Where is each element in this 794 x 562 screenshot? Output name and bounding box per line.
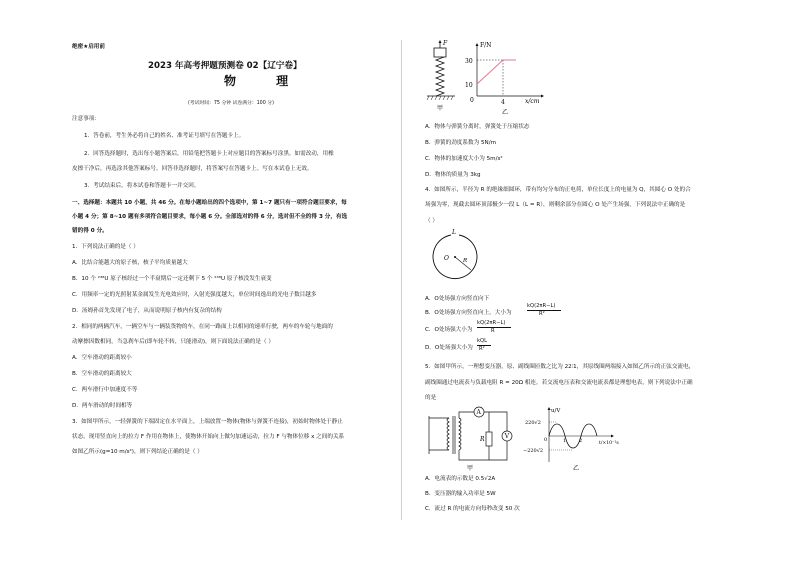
note-1: 1．答卷前，考生务必将自己的姓名、准考证号填写在答题卡上。 — [84, 133, 245, 139]
section1-line1: 一、选择题：本题共 10 小题，共 46 分。在每小题给出的四个选项中，第 1~7 题只有一项符合题目要求，每 — [72, 200, 347, 206]
q2-option-d: D．两车滑动的时间相等 — [72, 403, 133, 409]
q1-stem: 1．下列说法正确的是（ ） — [72, 244, 139, 250]
origin-label: 0 — [470, 97, 474, 104]
q5-line3: 的是 — [425, 395, 437, 401]
confidential-mark: 绝密★启用前 — [72, 44, 105, 50]
fig1-yi: 乙 — [502, 109, 509, 116]
q5-option-a: A．电流表的示数是 0.5√2A — [425, 476, 496, 482]
q4-option-a: A．O处场强方向竖直向下 — [425, 296, 490, 302]
note-2b: 皮擦干净后，再选涂其他答案标号。回答非选择题时，将答案写在答题卡上。写在本试卷上无效。 — [72, 166, 313, 172]
y-axis-label: F/N — [480, 42, 492, 49]
q5-option-b: B．变压器的输入功率是 5W — [425, 491, 496, 497]
q5-circuit-figure — [427, 404, 527, 472]
q4-option-d-text: D．O处场强大小为 — [425, 345, 473, 351]
q4-option-d-numerator: kQL — [477, 338, 487, 344]
q3-option-a: A．物体与弹簧分离时，弹簧处于压缩状态 — [425, 124, 530, 130]
q5-line2: 副线圈通过电流表与负载电阻 R = 20Ω 相连。若交流电压表和交流电流表都是理想电表，则下列说法中正确 — [425, 380, 693, 386]
q3-figure — [425, 38, 555, 118]
q4-ring-figure — [425, 228, 485, 290]
q2-option-c: C．两车滑行中加速度不等 — [72, 387, 138, 393]
q3-line3: 如图乙所示(g=10 m/s²)，则下列结论正确的是（ ） — [72, 449, 203, 455]
exam-meta: (考试时间：75 分钟 试卷满分：100 分) — [188, 101, 274, 106]
ring-radius-label: R — [463, 258, 468, 264]
q4-option-d-denominator: R² — [479, 346, 485, 352]
q4-option-c-numerator: kQ(2πR−L) — [477, 320, 506, 326]
q3-line2: 状态。现用竖直向上的拉力 F 作用在物体上，使物体开始向上做匀加速运动，拉力 F 与物体位移 x 之间的关系 — [72, 434, 345, 440]
tick-4: 4 — [501, 99, 505, 106]
tick-10: 10 — [465, 82, 473, 89]
right-column — [405, 0, 794, 562]
q3-option-b: B．弹簧的劲度系数为 5N/m — [425, 140, 497, 146]
ammeter-label: A — [476, 409, 481, 417]
q2-option-a: A．空车滑动的距离较小 — [72, 355, 132, 361]
q2-line1: 2．相同的两辆汽车，一辆空车与一辆装货物的车，在同一路面上以相同的速率行驶，两车的车轮与地面的 — [72, 324, 333, 330]
q4-option-b-numerator: kQ(2πR−L) — [527, 303, 556, 309]
q5-line1: 5．如图甲所示，一理想变压器，原、副线圈匝数之比为 22∶1，其原线圈两端接入如图乙所示的正弦交流电， — [425, 364, 695, 370]
voltmeter-label: V — [504, 433, 510, 441]
time-tick-1: 1 — [563, 438, 567, 444]
q4-line2: 场强为零，现截去圆环顶部极少一段 L（L = R），则剩余部分在圆心 O 处产生场强，下列说法中正确的是 — [425, 202, 686, 208]
q2-line2: 动摩擦因数相同，当急刹车后(即车轮不转，只能滑动)，则下面说法正确的是（ ） — [72, 339, 274, 345]
spring-apparatus — [427, 40, 455, 112]
x-axis-label: x/cm — [525, 98, 540, 105]
q5-waveform-figure — [523, 404, 623, 472]
q1-option-a: A．比结合能越大的原子核，核子平均质量越大 — [72, 260, 188, 266]
q4-line1: 4．如图所示，半径为 R 的绝缘细圆环，带有均匀分布的正电荷，单位长度上的电量为 Q，其圆心 O 处的合 — [425, 187, 691, 193]
q4-option-c-denominator: R — [491, 328, 495, 334]
q4-option-b-denominator: R² — [539, 311, 545, 317]
q3-line1: 3．如图甲所示，一轻弹簧的下端固定在水平面上，上端放置一物体(物体与弹簧不连接)，初始时物体处于静止 — [72, 419, 343, 425]
q5-option-c: C．流过 R 的电流方向每秒改变 50 次 — [425, 506, 520, 512]
q4-option-c-text: C．O处场强大小为 — [425, 327, 473, 333]
time-tick-2: 2 — [579, 438, 583, 444]
voltage-peak-label: 220√2 — [525, 420, 541, 426]
section1-line3: 错的得 0 分。 — [72, 228, 108, 234]
force-label: F — [443, 40, 448, 47]
q3-option-c: C．物体的加速度大小为 5m/s² — [425, 156, 503, 162]
notes-heading: 注意事项： — [72, 116, 100, 122]
fig5-yi: 乙 — [573, 465, 580, 472]
q2-option-b: B．空车滑动的距离较大 — [72, 371, 132, 377]
voltage-trough-label: −220√2 — [523, 448, 544, 454]
time-axis-label: t/×10⁻²s — [599, 441, 619, 446]
waveform-origin: 0 — [544, 437, 548, 443]
column-divider — [401, 40, 402, 520]
ring-gap-label: L — [452, 229, 456, 236]
force-line — [477, 60, 516, 84]
q3-option-d: D．物体的质量为 3kg — [425, 172, 481, 178]
force-displacement-graph — [465, 42, 544, 116]
q4-option-b-text: B．O处场强方向竖直向上，大小为 — [425, 310, 512, 316]
note-3: 3．考试结束后，将本试卷和答题卡一并交回。 — [84, 183, 200, 189]
tick-30: 30 — [465, 58, 473, 65]
q1-option-d: D．汤姆孙首先发现了电子，从而说明原子核内有复杂的结构 — [72, 308, 222, 314]
subject-title: 物 理 — [224, 74, 307, 88]
resistor-label: R — [480, 436, 485, 443]
exam-title: 2023 年高考押题预测卷 02【辽宁卷】 — [148, 61, 302, 71]
section1-line2: 小题 4 分；第 8~10 题有多项符合题目要求，每小题 6 分。全部选对的得 6 分，选对但不全的得 3 分，有选 — [72, 214, 348, 220]
note-2a: 2．回答选择题时，选出每小题答案后，用铅笔把答题卡上对应题目的答案标号涂黑。如需改动，用橡 — [84, 151, 334, 157]
q1-option-b: B．10 个 ²³⁸U 原子核经过一个半衰期后一定还剩下 5 个 ²³⁸U 原子核没发生衰变 — [72, 276, 272, 282]
ring-center-label: O — [444, 255, 449, 262]
fig5-jia: 甲 — [467, 465, 474, 472]
q4-line3: （ ） — [425, 218, 438, 224]
voltage-axis-label: u/V — [551, 408, 561, 414]
q1-option-c: C．用频率一定的光照射某金属发生光电效应时，入射光强度越大，单位时间逸出的光电子数目越多 — [72, 292, 317, 298]
fig1-jia: 甲 — [437, 105, 444, 112]
